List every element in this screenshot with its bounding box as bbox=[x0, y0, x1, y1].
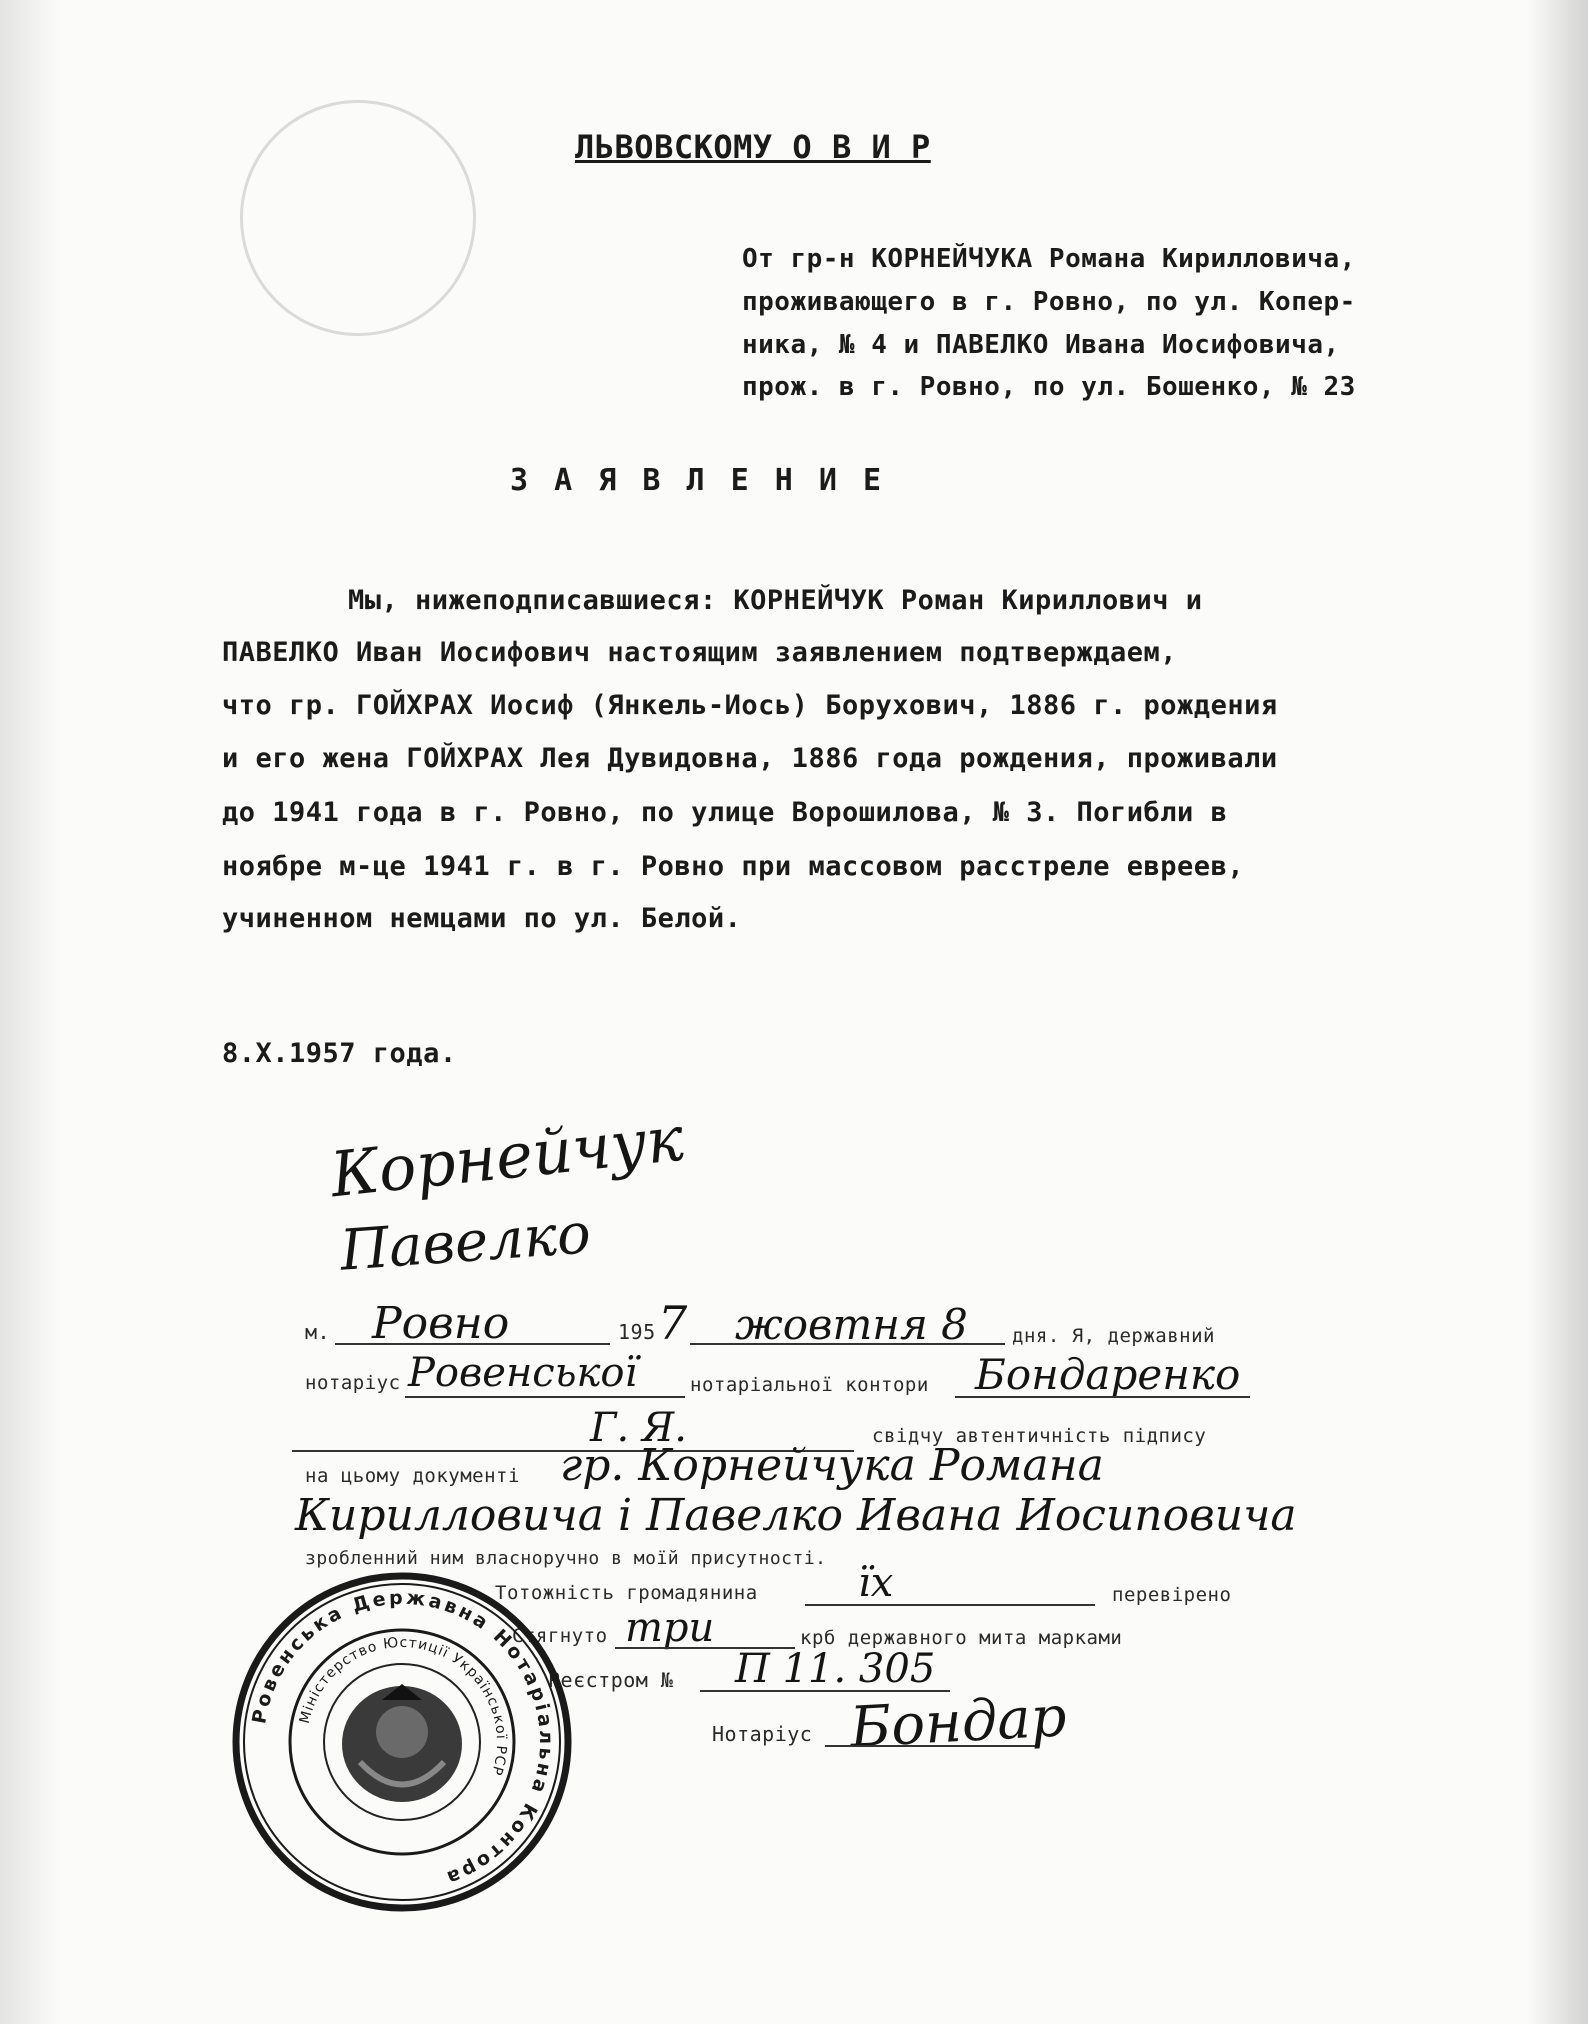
notary-l3-suffix: свідчу автентичність підпису bbox=[872, 1425, 1207, 1447]
body-line-6: ноябре м-це 1941 г. в г. Ровно при массовом расстреле евреев, bbox=[222, 851, 1245, 882]
notary-l2-mid: нотаріальної контори bbox=[690, 1374, 929, 1396]
notary-l1-prefix: м. bbox=[305, 1320, 331, 1344]
notary-l6: зробленний ним власноручно в моїй присутності. bbox=[305, 1548, 827, 1569]
notary-l8-prefix: Стягнуто bbox=[512, 1625, 608, 1647]
fill-line bbox=[690, 1343, 1005, 1345]
notary-l1-city: Ровно bbox=[372, 1298, 510, 1349]
notary-l1-suffix: дня. Я, державний bbox=[1012, 1325, 1215, 1347]
seal-inner-text: Міністерство Юстиції Української РСР bbox=[296, 1634, 510, 1778]
scan-edge-shadow-left bbox=[0, 0, 60, 2024]
notary-l3-initials: Г. Я. bbox=[590, 1405, 687, 1451]
from-line-4: прож. в г. Ровно, по ул. Бошенко, № 23 bbox=[742, 372, 1356, 402]
notary-l1-month: жовтня 8 bbox=[735, 1300, 968, 1349]
fill-line bbox=[825, 1745, 1035, 1747]
seal-emblem bbox=[342, 1684, 462, 1802]
from-line-2: проживающего в г. Ровно, по ул. Копер- bbox=[742, 287, 1356, 317]
notary-l2-name: Бондаренко bbox=[975, 1350, 1241, 1399]
document-title: З А Я В Л Е Н И Е bbox=[510, 463, 886, 498]
from-line-1: От гр-н КОРНЕЙЧУКА Романа Кирилловича, bbox=[742, 244, 1356, 274]
notary-l9-handwritten: П 11. 305 bbox=[735, 1646, 936, 1692]
fill-line bbox=[335, 1343, 610, 1345]
body-line-7: учиненном немцами по ул. Белой. bbox=[222, 903, 742, 934]
notary-l7-suffix: перевірено bbox=[1112, 1584, 1232, 1606]
statement-date: 8.X.1957 года. bbox=[222, 1038, 457, 1069]
body-line-1: Мы, нижеподписавшиеся: КОРНЕЙЧУК Роман Кириллович и bbox=[348, 585, 1203, 616]
fill-line bbox=[405, 1396, 685, 1398]
body-line-3: что гр. ГОЙХРАХ Иосиф (Янкель-Иось) Борухович, 1886 г. рождения bbox=[222, 690, 1278, 721]
signature-korneychuk: Корнейчук bbox=[327, 1101, 687, 1212]
notary-l8-handwritten: три bbox=[625, 1605, 715, 1651]
notary-l10-signature: Бондар bbox=[848, 1684, 1069, 1761]
body-line-4: и его жена ГОЙХРАХ Лея Дувидовна, 1886 года рождения, проживали bbox=[222, 743, 1278, 774]
signature-pavelko: Павелко bbox=[338, 1201, 593, 1284]
seal-outer-text: Ровенська Державна Нотаріальна Контора bbox=[248, 1586, 558, 1890]
notary-l1-year-prefix: 195 bbox=[618, 1320, 656, 1344]
fill-line bbox=[955, 1396, 1250, 1398]
notary-l7-prefix: Тотожність громадянина bbox=[495, 1582, 758, 1604]
notary-l8-suffix: крб державного мита марками bbox=[800, 1627, 1123, 1649]
notary-l4-prefix: на цьому документі bbox=[305, 1465, 520, 1487]
notary-l10-prefix: Нотаріус bbox=[712, 1722, 813, 1746]
body-line-2: ПАВЕЛКО Иван Иосифович настоящим заявлением подтверждаем, bbox=[222, 637, 1178, 668]
notary-l7-handwritten: їх bbox=[858, 1560, 894, 1606]
notary-l4-handwritten: гр. Корнейчука Романа bbox=[560, 1440, 1104, 1491]
notary-l9-prefix: Реєстром № bbox=[548, 1668, 674, 1692]
notary-l5-handwritten: Кирилловича і Павелко Ивана Иосиповича bbox=[295, 1490, 1297, 1541]
faded-stamp-ghost bbox=[240, 100, 476, 336]
addressee: ЛЬВОВСКОМУ О В И Р bbox=[575, 128, 931, 166]
fill-line bbox=[805, 1604, 1095, 1606]
notary-l2-office: Ровенської bbox=[408, 1350, 638, 1396]
body-line-5: до 1941 года в г. Ровно, по улице Ворошилова, № 3. Погибли в bbox=[222, 797, 1228, 828]
notary-seal bbox=[232, 1572, 572, 1912]
scan-edge-shadow-right bbox=[1528, 0, 1588, 2024]
notary-l1-year-digit: 7 bbox=[658, 1296, 688, 1350]
notary-l2-prefix: нотаріус bbox=[305, 1372, 401, 1394]
from-line-3: ника, № 4 и ПАВЕЛКО Ивана Иосифовича, bbox=[742, 330, 1340, 360]
